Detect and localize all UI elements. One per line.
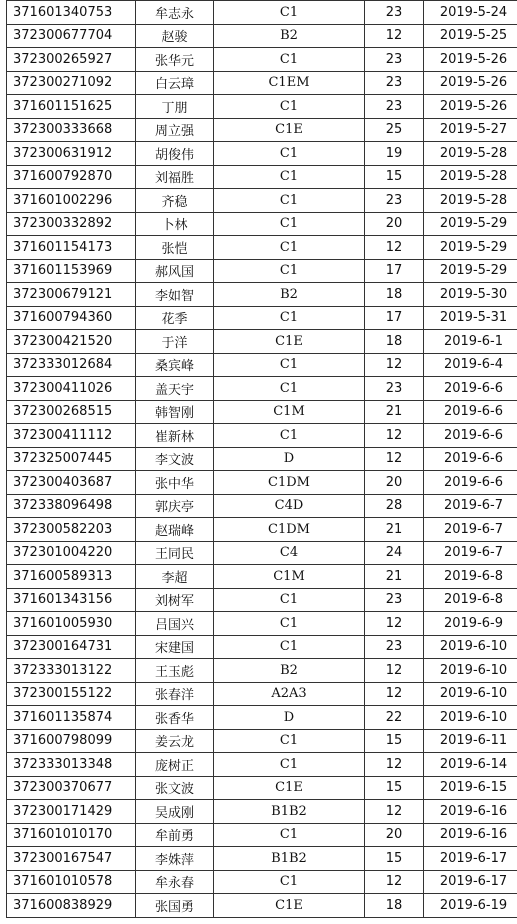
license-number-cell: 371600792870 — [7, 165, 136, 189]
name-cell: 周立强 — [136, 118, 214, 142]
name-cell: 李姝萍 — [136, 847, 214, 871]
date-cell: 2019-6-17 — [424, 847, 517, 871]
name-cell: 桑宾峰 — [136, 353, 214, 377]
name-cell: 牟前勇 — [136, 823, 214, 847]
table-row — [7, 847, 517, 871]
license-number-cell: 371600798099 — [7, 729, 136, 753]
date-cell: 2019-6-10 — [424, 682, 517, 706]
date-cell: 2019-5-28 — [424, 165, 517, 189]
license-type-cell: C1 — [214, 635, 365, 659]
license-type-cell: D — [214, 447, 365, 471]
license-type-cell: C1DM — [214, 518, 365, 542]
points-cell: 23 — [365, 1, 424, 25]
license-type-cell: C1 — [214, 377, 365, 401]
table-row — [7, 48, 517, 72]
points-cell: 20 — [365, 471, 424, 495]
date-cell: 2019-5-27 — [424, 118, 517, 142]
date-cell: 2019-6-1 — [424, 330, 517, 354]
table-row — [7, 165, 517, 189]
license-number-cell: 372300370677 — [7, 776, 136, 800]
date-cell: 2019-5-30 — [424, 283, 517, 307]
name-cell: 张春洋 — [136, 682, 214, 706]
table-row — [7, 659, 517, 683]
points-cell: 23 — [365, 377, 424, 401]
table-row — [7, 400, 517, 424]
name-cell: 李超 — [136, 565, 214, 589]
table-row — [7, 612, 517, 636]
license-number-cell: 371601135874 — [7, 706, 136, 730]
license-number-cell: 371601154173 — [7, 236, 136, 260]
table-row — [7, 565, 517, 589]
date-cell: 2019-6-8 — [424, 565, 517, 589]
license-type-cell: C1 — [214, 165, 365, 189]
license-type-cell: C1 — [214, 1, 365, 25]
license-number-cell: 371601153969 — [7, 259, 136, 283]
table-row — [7, 259, 517, 283]
date-cell: 2019-6-6 — [424, 424, 517, 448]
points-cell: 23 — [365, 95, 424, 119]
name-cell: 张华元 — [136, 48, 214, 72]
name-cell: 张国勇 — [136, 894, 214, 918]
points-cell: 15 — [365, 776, 424, 800]
date-cell: 2019-6-16 — [424, 800, 517, 824]
name-cell: 白云璋 — [136, 71, 214, 95]
name-cell: 盖天宇 — [136, 377, 214, 401]
points-cell: 12 — [365, 870, 424, 894]
table-row — [7, 541, 517, 565]
table-row — [7, 71, 517, 95]
date-cell: 2019-6-6 — [424, 471, 517, 495]
points-cell: 28 — [365, 494, 424, 518]
license-number-cell: 371601343156 — [7, 588, 136, 612]
license-type-cell: C1 — [214, 424, 365, 448]
license-number-cell: 372300631912 — [7, 142, 136, 166]
table-row — [7, 870, 517, 894]
license-type-cell: C1 — [214, 95, 365, 119]
points-cell: 15 — [365, 165, 424, 189]
license-type-cell: C1EM — [214, 71, 365, 95]
license-type-cell: C1 — [214, 212, 365, 236]
name-cell: 赵瑞峰 — [136, 518, 214, 542]
date-cell: 2019-5-29 — [424, 236, 517, 260]
table-row — [7, 377, 517, 401]
date-cell: 2019-5-26 — [424, 95, 517, 119]
license-number-cell: 372333013348 — [7, 753, 136, 777]
license-type-cell: C1 — [214, 306, 365, 330]
date-cell: 2019-6-4 — [424, 353, 517, 377]
name-cell: 刘福胜 — [136, 165, 214, 189]
date-cell: 2019-5-28 — [424, 142, 517, 166]
date-cell: 2019-6-8 — [424, 588, 517, 612]
name-cell: 王玉彪 — [136, 659, 214, 683]
license-type-cell: C1 — [214, 612, 365, 636]
points-cell: 12 — [365, 424, 424, 448]
points-cell: 21 — [365, 565, 424, 589]
date-cell: 2019-6-10 — [424, 706, 517, 730]
date-cell: 2019-5-24 — [424, 1, 517, 25]
points-cell: 24 — [365, 541, 424, 565]
table-row — [7, 682, 517, 706]
date-cell: 2019-6-7 — [424, 518, 517, 542]
table-row — [7, 24, 517, 48]
table-row — [7, 118, 517, 142]
name-cell: 齐稳 — [136, 189, 214, 213]
table-row — [7, 635, 517, 659]
license-type-cell: D — [214, 706, 365, 730]
name-cell: 崔新林 — [136, 424, 214, 448]
date-cell: 2019-6-7 — [424, 494, 517, 518]
points-cell: 12 — [365, 236, 424, 260]
name-cell: 赵骏 — [136, 24, 214, 48]
license-type-cell: C1M — [214, 400, 365, 424]
date-cell: 2019-6-9 — [424, 612, 517, 636]
points-cell: 12 — [365, 682, 424, 706]
name-cell: 张恺 — [136, 236, 214, 260]
table-row — [7, 212, 517, 236]
license-number-cell: 372301004220 — [7, 541, 136, 565]
points-cell: 19 — [365, 142, 424, 166]
date-cell: 2019-5-31 — [424, 306, 517, 330]
license-number-cell: 372300421520 — [7, 330, 136, 354]
license-number-cell: 371600589313 — [7, 565, 136, 589]
points-cell: 23 — [365, 189, 424, 213]
license-type-cell: C1 — [214, 588, 365, 612]
name-cell: 郝风国 — [136, 259, 214, 283]
table-row — [7, 494, 517, 518]
points-cell: 17 — [365, 306, 424, 330]
license-type-cell: C1 — [214, 142, 365, 166]
license-number-cell: 372300265927 — [7, 48, 136, 72]
name-cell: 丁朋 — [136, 95, 214, 119]
table-row — [7, 776, 517, 800]
date-cell: 2019-5-25 — [424, 24, 517, 48]
table-row — [7, 1, 517, 25]
license-type-cell: B1B2 — [214, 847, 365, 871]
points-cell: 12 — [365, 24, 424, 48]
points-cell: 25 — [365, 118, 424, 142]
points-cell: 21 — [365, 400, 424, 424]
license-type-cell: B2 — [214, 24, 365, 48]
date-cell: 2019-6-16 — [424, 823, 517, 847]
license-type-cell: C1 — [214, 753, 365, 777]
date-cell: 2019-6-14 — [424, 753, 517, 777]
name-cell: 李文波 — [136, 447, 214, 471]
license-type-cell: C1E — [214, 776, 365, 800]
name-cell: 吕国兴 — [136, 612, 214, 636]
date-cell: 2019-5-29 — [424, 212, 517, 236]
date-cell: 2019-6-15 — [424, 776, 517, 800]
date-cell: 2019-6-10 — [424, 635, 517, 659]
points-cell: 12 — [365, 800, 424, 824]
table-row — [7, 800, 517, 824]
table-row — [7, 588, 517, 612]
license-type-cell: C1 — [214, 259, 365, 283]
license-number-cell: 371600838929 — [7, 894, 136, 918]
license-type-cell: C1 — [214, 823, 365, 847]
name-cell: 胡俊伟 — [136, 142, 214, 166]
name-cell: 王同民 — [136, 541, 214, 565]
license-type-cell: C1 — [214, 236, 365, 260]
license-number-cell: 372300333668 — [7, 118, 136, 142]
name-cell: 姜云龙 — [136, 729, 214, 753]
license-number-cell: 372300167547 — [7, 847, 136, 871]
points-cell: 15 — [365, 729, 424, 753]
date-cell: 2019-5-26 — [424, 71, 517, 95]
license-number-cell: 372300411112 — [7, 424, 136, 448]
date-cell: 2019-5-29 — [424, 259, 517, 283]
name-cell: 卜林 — [136, 212, 214, 236]
date-cell: 2019-6-6 — [424, 400, 517, 424]
table-body — [7, 1, 517, 918]
license-type-cell: B1B2 — [214, 800, 365, 824]
license-number-cell: 371600794360 — [7, 306, 136, 330]
name-cell: 郭庆亭 — [136, 494, 214, 518]
license-number-cell: 371601010170 — [7, 823, 136, 847]
date-cell: 2019-6-17 — [424, 870, 517, 894]
points-cell: 23 — [365, 48, 424, 72]
points-cell: 18 — [365, 330, 424, 354]
points-cell: 23 — [365, 635, 424, 659]
license-type-cell: C4 — [214, 541, 365, 565]
license-type-cell: A2A3 — [214, 682, 365, 706]
date-cell: 2019-6-6 — [424, 377, 517, 401]
name-cell: 张文波 — [136, 776, 214, 800]
license-type-cell: B2 — [214, 659, 365, 683]
points-cell: 12 — [365, 753, 424, 777]
name-cell: 张中华 — [136, 471, 214, 495]
points-cell: 12 — [365, 612, 424, 636]
table-row — [7, 353, 517, 377]
date-cell: 2019-6-10 — [424, 659, 517, 683]
license-number-cell: 372300403687 — [7, 471, 136, 495]
points-cell: 17 — [365, 259, 424, 283]
table-row — [7, 471, 517, 495]
points-cell: 21 — [365, 518, 424, 542]
points-cell: 20 — [365, 212, 424, 236]
date-cell: 2019-6-11 — [424, 729, 517, 753]
points-cell: 12 — [365, 659, 424, 683]
date-cell: 2019-6-19 — [424, 894, 517, 918]
license-number-cell: 372300171429 — [7, 800, 136, 824]
name-cell: 吴成刚 — [136, 800, 214, 824]
points-cell: 18 — [365, 283, 424, 307]
table-row — [7, 753, 517, 777]
table-row — [7, 729, 517, 753]
name-cell: 韩智刚 — [136, 400, 214, 424]
name-cell: 刘树军 — [136, 588, 214, 612]
table-row — [7, 306, 517, 330]
table-row — [7, 823, 517, 847]
points-cell: 12 — [365, 353, 424, 377]
license-number-cell: 372300679121 — [7, 283, 136, 307]
table-row — [7, 447, 517, 471]
license-type-cell: C1E — [214, 118, 365, 142]
driver-records-table — [6, 0, 517, 918]
license-number-cell: 371601002296 — [7, 189, 136, 213]
table-row — [7, 894, 517, 918]
license-number-cell: 372300271092 — [7, 71, 136, 95]
license-number-cell: 372300155122 — [7, 682, 136, 706]
license-number-cell: 372300677704 — [7, 24, 136, 48]
name-cell: 宋建国 — [136, 635, 214, 659]
table-row — [7, 424, 517, 448]
license-type-cell: C1 — [214, 870, 365, 894]
license-number-cell: 372300411026 — [7, 377, 136, 401]
date-cell: 2019-5-28 — [424, 189, 517, 213]
license-number-cell: 372300268515 — [7, 400, 136, 424]
license-number-cell: 372338096498 — [7, 494, 136, 518]
points-cell: 18 — [365, 894, 424, 918]
points-cell: 15 — [365, 847, 424, 871]
license-number-cell: 372333012684 — [7, 353, 136, 377]
table-row — [7, 189, 517, 213]
date-cell: 2019-6-6 — [424, 447, 517, 471]
license-type-cell: C4D — [214, 494, 365, 518]
license-type-cell: C1E — [214, 894, 365, 918]
license-type-cell: C1DM — [214, 471, 365, 495]
name-cell: 花季 — [136, 306, 214, 330]
license-type-cell: C1E — [214, 330, 365, 354]
license-type-cell: C1 — [214, 729, 365, 753]
name-cell: 牟志永 — [136, 1, 214, 25]
license-number-cell: 372300164731 — [7, 635, 136, 659]
license-type-cell: C1 — [214, 48, 365, 72]
table-row — [7, 142, 517, 166]
license-type-cell: C1 — [214, 189, 365, 213]
name-cell: 于洋 — [136, 330, 214, 354]
table-row — [7, 283, 517, 307]
name-cell: 张香华 — [136, 706, 214, 730]
license-number-cell: 372300582203 — [7, 518, 136, 542]
table-row — [7, 95, 517, 119]
license-number-cell: 372333013122 — [7, 659, 136, 683]
license-number-cell: 372300332892 — [7, 212, 136, 236]
date-cell: 2019-6-7 — [424, 541, 517, 565]
points-cell: 12 — [365, 447, 424, 471]
license-type-cell: C1M — [214, 565, 365, 589]
license-number-cell: 371601005930 — [7, 612, 136, 636]
table-row — [7, 330, 517, 354]
points-cell: 23 — [365, 71, 424, 95]
points-cell: 23 — [365, 588, 424, 612]
license-number-cell: 372325007445 — [7, 447, 136, 471]
license-number-cell: 371601151625 — [7, 95, 136, 119]
license-number-cell: 371601340753 — [7, 1, 136, 25]
date-cell: 2019-5-26 — [424, 48, 517, 72]
name-cell: 牟永春 — [136, 870, 214, 894]
name-cell: 李如智 — [136, 283, 214, 307]
points-cell: 20 — [365, 823, 424, 847]
license-number-cell: 371601010578 — [7, 870, 136, 894]
points-cell: 22 — [365, 706, 424, 730]
table-row — [7, 706, 517, 730]
license-type-cell: C1 — [214, 353, 365, 377]
table-row — [7, 518, 517, 542]
name-cell: 庞树正 — [136, 753, 214, 777]
license-type-cell: B2 — [214, 283, 365, 307]
table-row — [7, 236, 517, 260]
